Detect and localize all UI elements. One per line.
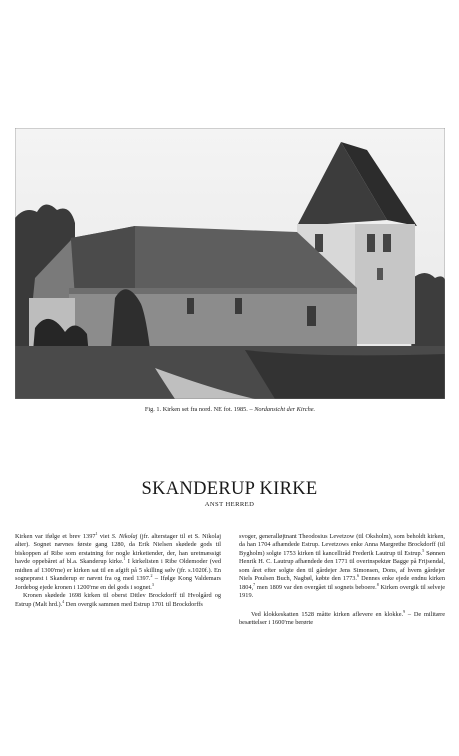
figure-caption-text: Fig. 1. Kirken set fra nord. NE fot. 1985. –	[144, 406, 255, 413]
text-span: I kirkelisten i Ribe Oldemoder (ved midten af 1300'rne) er kirken sat til en afgift på 5 skilling sølv (jfr. s.1020f.). En sognepræst i Skanderup er nævnt fra og med 1397.	[15, 558, 221, 583]
text-span: Kirken var ifølge et brev 1397	[15, 533, 96, 540]
text-span: Dennes enke ejede endnu kirken 1804,	[239, 575, 446, 591]
text-column-left	[15, 530, 221, 609]
footnote-ref: 9	[403, 608, 406, 614]
paragraph	[239, 608, 446, 628]
paragraph	[15, 592, 221, 609]
footnote-ref: 2	[150, 573, 153, 579]
church-photo-image	[15, 128, 445, 399]
text-span: Den overgik sammen med Estrup 1701 til Brockdorffs	[64, 600, 203, 608]
footnote-ref: 7	[253, 581, 256, 587]
text-span: Sønnen Henrik H. C. Lautrup afhændede den 1771 til overinspektør Bagge på Frijsendal, som året efter solgte den til gårdejer Jens Simonsen, Dons, af hvem gårdejer Niels Poulsen Buch, Nagbøl, købte den 1773.	[239, 549, 445, 583]
footnote-ref: 1	[95, 530, 98, 536]
text-span: Kronen skødede 1698 kirken til oberst Ditlev Brockdorff til Hvolgård og Estrup (Malt hrd.).	[15, 592, 221, 608]
text-span: svoger, generalløjtnant Theodosius Levetzow (til Oksholm), som beholdt kirken, da han 1704 afhændede Estrup. Levetzows enke Anna Margrethe Brockdorff (til Bygholm) solgte 1753 kirken til kancelliråd Frederik Lautrup til Estrup.	[239, 533, 445, 557]
text-column-right	[239, 533, 445, 628]
figure-caption-german: Nordansicht der Kirche.	[254, 406, 316, 413]
paragraph	[15, 530, 221, 592]
text-span: viet	[97, 533, 112, 540]
paragraph	[239, 533, 445, 601]
page-title: SKANDERUP KIRKE	[141, 479, 318, 499]
footnote-ref: 4	[62, 598, 65, 604]
text-span: – De militære besættelser i 1600'rne berørte	[239, 610, 446, 627]
church-photo	[15, 128, 445, 399]
text-span: Ved klokkeskatten 1528 måtte kirken aflevere en klokke.	[251, 610, 404, 618]
text-span: – Ifølge Kong Valdemars Jordebog ejede kronen i 1200'rne en del gods i sognet.	[15, 575, 221, 591]
footnote-ref: 5	[422, 547, 425, 553]
text-span: men 1809 var den overgået til sognets beboere.	[255, 583, 377, 591]
footnote-ref: 1	[123, 556, 126, 562]
footnote-ref: 6	[357, 573, 360, 579]
text-span: Kirken overgik til selveje 1919.	[239, 583, 445, 600]
text-span-italic: S. Nikolaj	[111, 533, 138, 540]
text-span: (jfr. alterstager til et S. Nikolaj alter). Sognet nævnes første gang 1280, da Erik Nielsen skødede gods til biskoppen af Ribe som erstatning for nogle kirketiender, der, han uretmæssigt havde oppebåret af bl.a. Skanderup kirke.	[15, 533, 221, 566]
figure-caption	[15, 405, 445, 414]
page-subtitle: ANST HERRED	[204, 501, 255, 508]
footnote-ref: 8	[376, 581, 379, 587]
footnote-ref: 3	[151, 581, 154, 587]
